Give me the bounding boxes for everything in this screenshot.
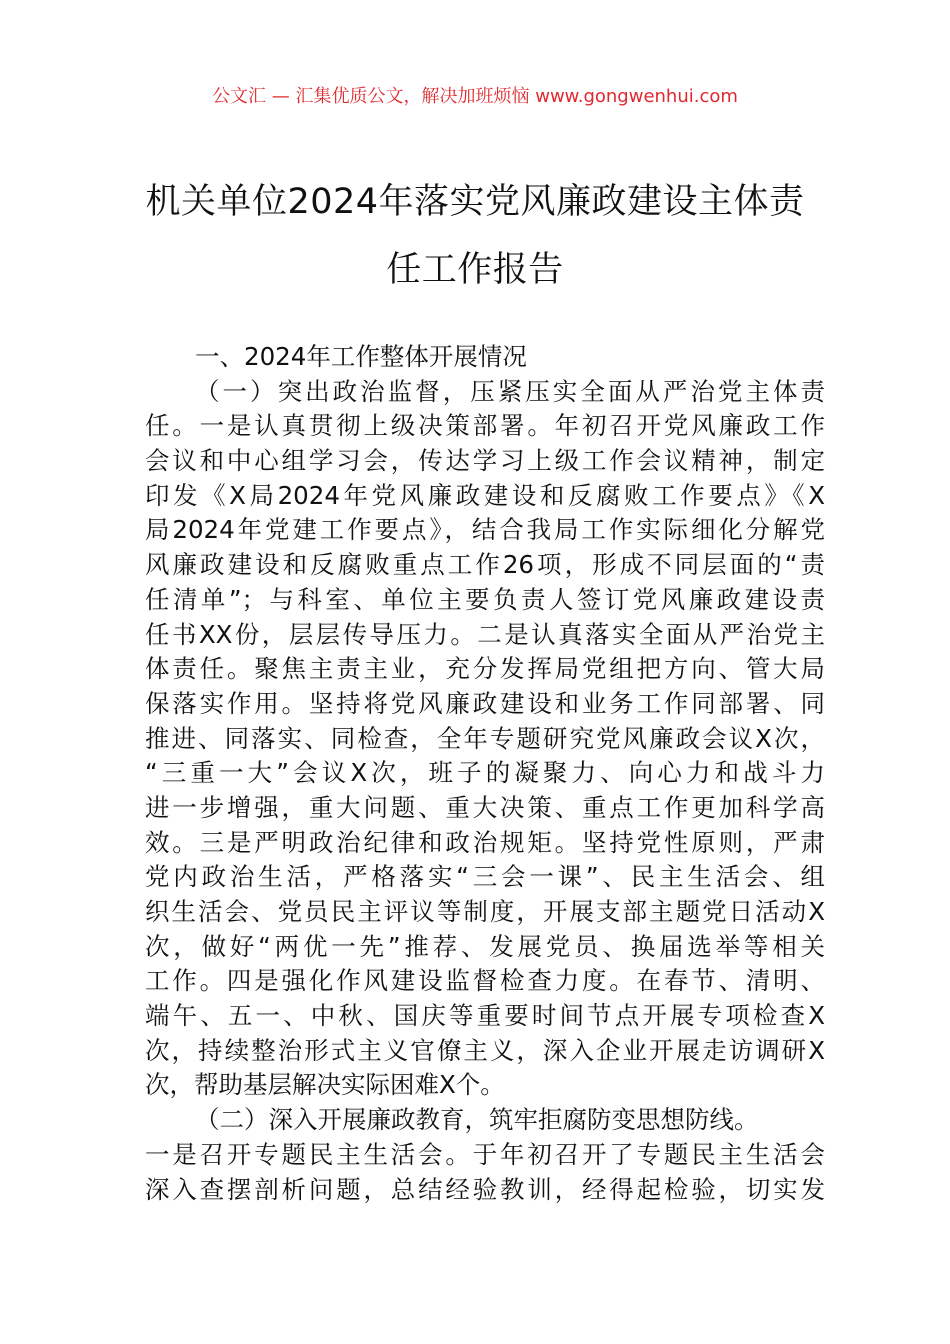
text-line: “三重一大”会议X次，班子的凝聚力、向心力和战斗力 <box>145 758 825 788</box>
document-title-line-1: 机关单位2024年落实党风廉政建设主体责 <box>145 182 805 222</box>
text-line: 党内政治生活，严格落实“三会一课”、民主生活会、组 <box>145 862 825 892</box>
text-line: 任清单”；与科室、单位主要负责人签订党风廉政建设责 <box>145 584 825 614</box>
text-line: 任书XX份，层层传导压力。二是认真落实全面从严治党主 <box>145 619 825 649</box>
text-line: 推进、同落实、同检查，全年专题研究党风廉政会议X次， <box>145 723 825 753</box>
text-line: （二）深入开展廉政教育，筑牢拒腐防变思想防线。 <box>195 1105 759 1135</box>
text-line: 深入查摆剖析问题，总结经验教训，经得起检验，切实发 <box>145 1174 825 1204</box>
document-body <box>145 340 825 1207</box>
paragraph-lines <box>145 375 825 1208</box>
text-line: 次，帮助基层解决实际困难X个。 <box>145 1070 505 1100</box>
text-line: 局2024年党建工作要点》，结合我局工作实际细化分解党 <box>145 515 825 545</box>
text-line: 工作。四是强化作风建设监督检查力度。在春节、清明、 <box>145 966 825 996</box>
text-line: 会议和中心组学习会，传达学习上级工作会议精神，制定 <box>145 446 825 476</box>
text-line: 进一步增强，重大问题、重大决策、重点工作更加科学高 <box>145 792 825 822</box>
text-line: （一）突出政治监督，压紧压实全面从严治党主体责 <box>195 376 825 406</box>
document-title-line-2: 任工作报告 <box>386 250 564 290</box>
text-line: 次，持续整治形式主义官僚主义，深入企业开展走访调研X <box>145 1035 825 1065</box>
text-line: 体责任。聚焦主责主业，充分发挥局党组把方向、管大局 <box>145 654 825 684</box>
text-line: 效。三是严明政治纪律和政治规矩。坚持党性原则，严肃 <box>145 827 825 857</box>
text-line: 任。一是认真贯彻上级决策部署。年初召开党风廉政工作 <box>145 411 825 441</box>
text-line: 印发《X局2024年党风廉政建设和反腐败工作要点》《X <box>145 480 825 510</box>
watermark-banner: 公文汇 — 汇集优质公文，解决加班烦恼 www.gongwenhui.com <box>212 86 738 107</box>
text-line: 一是召开专题民主生活会。于年初召开了专题民主生活会 <box>145 1139 825 1169</box>
text-line: 保落实作用。坚持将党风廉政建设和业务工作同部署、同 <box>145 688 825 718</box>
text-line: 次，做好“两优一先”推荐、发展党员、换届选举等相关 <box>145 931 825 961</box>
text-line: 风廉政建设和反腐败重点工作26项，形成不同层面的“责 <box>145 550 825 580</box>
text-line: 织生活会、党员民主评议等制度，开展支部主题党日活动X <box>145 897 825 926</box>
section-heading: 一、2024年工作整体开展情况 <box>195 342 527 371</box>
text-line: 端午、五一、中秋、国庆等重要时间节点开展专项检查X <box>145 1001 825 1031</box>
